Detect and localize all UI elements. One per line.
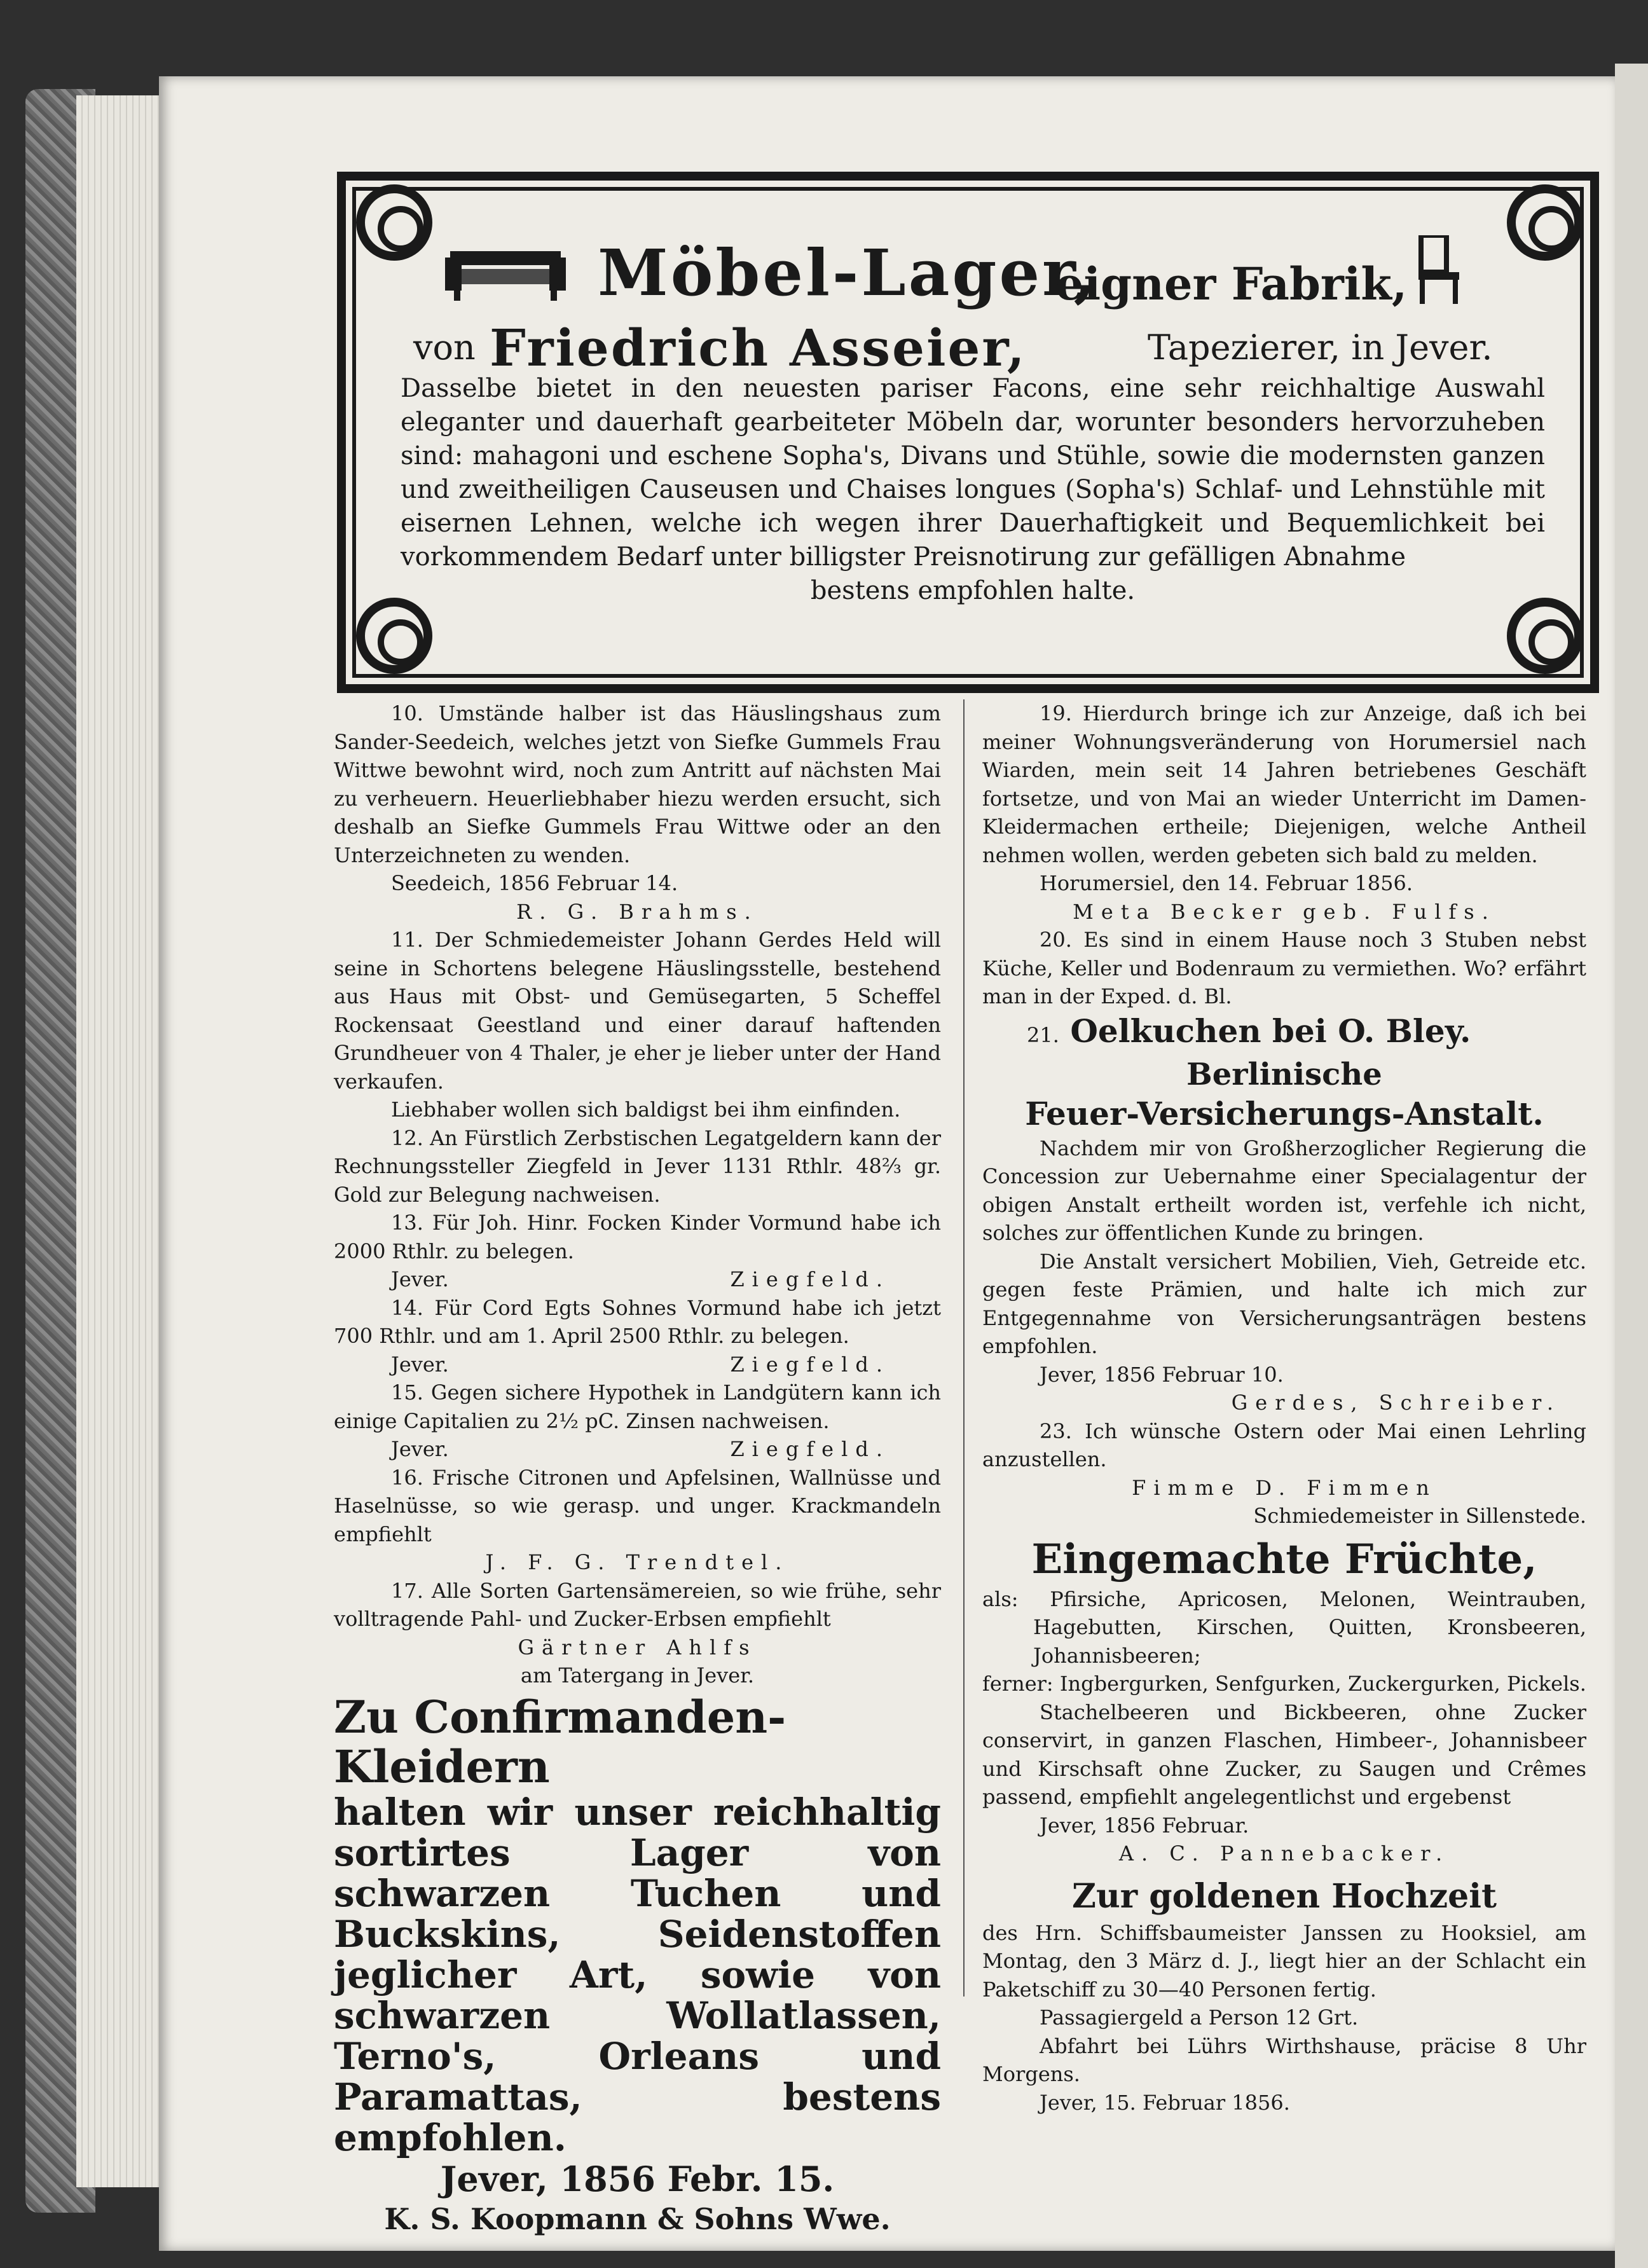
notice-13: 13. Für Joh. Hinr. Focken Kinder Vormund habe ich 2000 Rthlr. zu belegen. (334, 1211, 941, 1263)
notice-14-signature: Ziegfeld. (730, 1352, 890, 1377)
ad-body-text: Dasselbe bietet in den neuesten pariser Facons, eine sehr reichhaltige Auswahl eleganter und dauerhaft gearbeiteter Möbeln dar, worunter besonders hervorzuheben sind: mahagoni und eschene Sopha's, Divans und Stühle, sowie die modernsten ganzen und zweitheiligen Causeusen und Chaises longues (Sopha's) Schlaf- und Lehnstühle mit eisernen Lehnen, welche ich wegen ihrer Dauerhaftigkeit und Bequemlichkeit bei vorkommendem Bedarf unter billigster Preisnotirung zur gefälligen Abnahme (401, 374, 1545, 572)
insurance-date: Jever, 1856 Februar 10. (1040, 1362, 1284, 1387)
ad-merchant-location: Tapezierer, in Jever. (1148, 327, 1493, 368)
confirmation-ad-heading: Zu Confirmanden-Kleidern (334, 1690, 786, 1793)
notice-20: 20. Es sind in einem Hause noch 3 Stuben nebst Küche, Keller und Bodenraum zu vermiethen. Wo? erfährt man in der Exped. d. Bl. (982, 928, 1586, 1008)
preserved-fruits-paragraph: Stachelbeeren und Bickbeeren, ohne Zucker conservirt, in ganzen Flaschen, Himbeer-, Johannisbeer und Kirschsaft ohne Zucker, zu Saugen und Crêmes passend, empfiehlt angelegentlichst und ergebenst (982, 1700, 1586, 1809)
corner-ornament-top-left (356, 184, 432, 261)
notice-23-signature: Fimme D. Fimmen (1132, 1475, 1437, 1500)
notice-15: 15. Gegen sichere Hypothek in Landgütern kann ich einige Capitalien zu 2½ pC. Zinsen nachweisen. (334, 1380, 941, 1433)
ad-body (401, 372, 1545, 608)
notice-10-date: Seedeich, 1856 Februar 14. (391, 871, 678, 895)
preserved-fruits-list-2: ferner: Ingbergurken, Senfgurken, Zuckergurken, Pickels. (982, 1672, 1586, 1696)
golden-wedding-paragraph-2: Passagiergeld a Person 12 Grt. (1040, 2005, 1359, 2030)
golden-wedding-heading: Zur goldenen Hochzeit (1072, 1876, 1497, 1916)
notice-11: 11. Der Schmiedemeister Johann Gerdes Held will seine in Schortens belegene Häuslingsstelle, bestehend aus Haus mit Obst- und Gemüsegarten, 5 Scheffel Rockensaat Geestland und einer darauf haftenden Grundheuer von 4 Thaler, je eher je lieber unter der Hand verkaufen. (334, 928, 941, 1094)
left-column (334, 699, 941, 2238)
notice-19: 19. Hierdurch bringe ich zur Anzeige, daß ich bei meiner Wohnungsveränderung von Horumersiel nach Wiarden, mein seit 14 Jahren betriebenes Geschäft fortsetze, und von Mai an wieder Unterricht im Damen-Kleidermachen ertheile; Diejenigen, welche Antheil nehmen wollen, werden gebeten sich bald zu melden. (982, 701, 1586, 867)
golden-wedding-paragraph-3: Abfahrt bei Lührs Wirthshause, präcise 8 Uhr Morgens. (982, 2033, 1586, 2086)
ad-title: Möbel-Lager, (598, 235, 1099, 310)
column-rule (963, 699, 965, 1997)
notice-14-place: Jever. (391, 1352, 449, 1377)
notice-16: 16. Frische Citronen und Apfelsinen, Wallnüsse und Haselnüsse, so wie gerasp. und unger. Krackmandeln empfiehlt (334, 1465, 941, 1546)
insurance-heading-1: Berlinische (1186, 1056, 1382, 1092)
ad-von: von (413, 327, 476, 368)
confirmation-ad-body: halten wir unser reichhaltig sortirtes Lager von schwarzen Tuchen und Buckskins, Seidenstoffen jeglicher Art, sowie von schwarzen Wollatlassen, Terno's, Orleans und Paramattas, bestens empfohlen. (334, 1790, 941, 2159)
golden-wedding-date: Jever, 15. Februar 1856. (1040, 2090, 1290, 2115)
notice-15-signature: Ziegfeld. (730, 1437, 890, 1461)
chair-icon (1415, 235, 1466, 305)
ad-body-last-line: bestens empfohlen halte. (810, 576, 1136, 605)
notice-13-footer (334, 1265, 941, 1294)
corner-ornament-bottom-right (1507, 598, 1583, 674)
confirmation-ad-date: Jever, 1856 Febr. 15. (440, 2158, 835, 2199)
ad-merchant-name: Friedrich Asseier, (490, 318, 1027, 378)
notice-17: 17. Alle Sorten Gartensämereien, so wie frühe, sehr volltragende Pahl- und Zucker-Erbsen empfiehlt (334, 1578, 941, 1631)
notice-12: 12. An Fürstlich Zerbstischen Legatgeldern kann der Rechnungssteller Ziegfeld in Jever 1131 Rthlr. 48⅔ gr. Gold zur Belegung nachweisen. (334, 1125, 941, 1207)
notice-13-place: Jever. (391, 1267, 449, 1291)
notice-21-number: 21. (1027, 1022, 1059, 1047)
notice-21-text: Oelkuchen bei O. Bley. (1070, 1012, 1471, 1050)
notice-15-place: Jever. (391, 1437, 449, 1461)
right-column (982, 699, 1586, 2117)
notice-10-signature: R. G. Brahms. (516, 899, 759, 924)
golden-wedding-paragraph-1: des Hrn. Schiffsbaumeister Janssen zu Hooksiel, am Montag, den 3 März d. J., liegt hier an der Schlacht ein Paketschiff zu 30—40 Personen fertig. (982, 1920, 1586, 2002)
notice-11-extra: Liebhaber wollen sich baldigst bei ihm einfinden. (391, 1097, 901, 1122)
notice-23-signature-title: Schmiedemeister in Sillenstede. (1253, 1504, 1586, 1528)
preserved-fruits-heading: Eingemachte Früchte, (1031, 1535, 1537, 1583)
notice-14: 14. Für Cord Egts Sohnes Vormund habe ich jetzt 700 Rthlr. und am 1. April 2500 Rthlr. zu belegen. (334, 1295, 941, 1348)
notice-17-signature: Gärtner Ahlfs (518, 1635, 757, 1660)
notice-19-date: Horumersiel, den 14. Februar 1856. (1040, 871, 1413, 895)
corner-ornament-bottom-left (356, 598, 432, 674)
insurance-heading-2: Feuer-Versicherungs-Anstalt. (1025, 1094, 1544, 1132)
insurance-paragraph-2: Die Anstalt versichert Mobilien, Vieh, Getreide etc. gegen feste Prämien, und halte ich mich zur Entgegennahme von Versicherungsanträgen bestens empfohlen. (982, 1249, 1586, 1358)
notice-15-footer (334, 1435, 941, 1464)
notice-17-place: am Tatergang in Jever. (520, 1663, 755, 1687)
sofa-icon (445, 245, 566, 302)
notice-13-signature: Ziegfeld. (730, 1267, 890, 1291)
notice-10: 10. Umstände halber ist das Häuslingshaus zum Sander-Seedeich, welches jetzt von Siefke Gummels Frau Wittwe bewohnt wird, noch zum Antritt auf nächsten Mai zu verheuern. Heuerliebhaber hiezu werden ersucht, sich deshalb an Siefke Gummels Frau Wittwe oder an den Unterzeichneten zu wenden. (334, 701, 941, 867)
corner-ornament-top-right (1507, 184, 1583, 261)
preserved-fruits-list-1: als: Pfirsiche, Apricosen, Melonen, Weintrauben, Hagebutten, Kirschen, Quitten, Kronsbeeren, Johannisbeeren; (982, 1586, 1586, 1668)
ad-subtitle: eigner Fabrik, (1055, 258, 1408, 310)
notice-23: 23. Ich wünsche Ostern oder Mai einen Lehrling anzustellen. (982, 1419, 1586, 1471)
insurance-signature: Gerdes, Schreiber. (1231, 1391, 1561, 1415)
insurance-paragraph-1: Nachdem mir von Großherzoglicher Regierung die Concession zur Uebernahme einer Specialagentur der obigen Anstalt ertheilt worden ist, verfehle ich nicht, solches zur öffentlichen Kunde zu bringen. (982, 1136, 1586, 1245)
next-page-edge (1615, 64, 1648, 2268)
preserved-fruits-signature: A. C. Pannebacker. (1118, 1841, 1450, 1866)
notice-21 (982, 1011, 1586, 1055)
preserved-fruits-date: Jever, 1856 Februar. (1040, 1813, 1249, 1838)
notice-14-footer (334, 1350, 941, 1379)
notice-19-signature: Meta Becker geb. Fulfs. (1073, 899, 1496, 924)
confirmation-ad-firm: K. S. Koopmann & Sohns Wwe. (384, 2201, 891, 2236)
notice-16-signature: J. F. G. Trendtel. (485, 1550, 790, 1574)
